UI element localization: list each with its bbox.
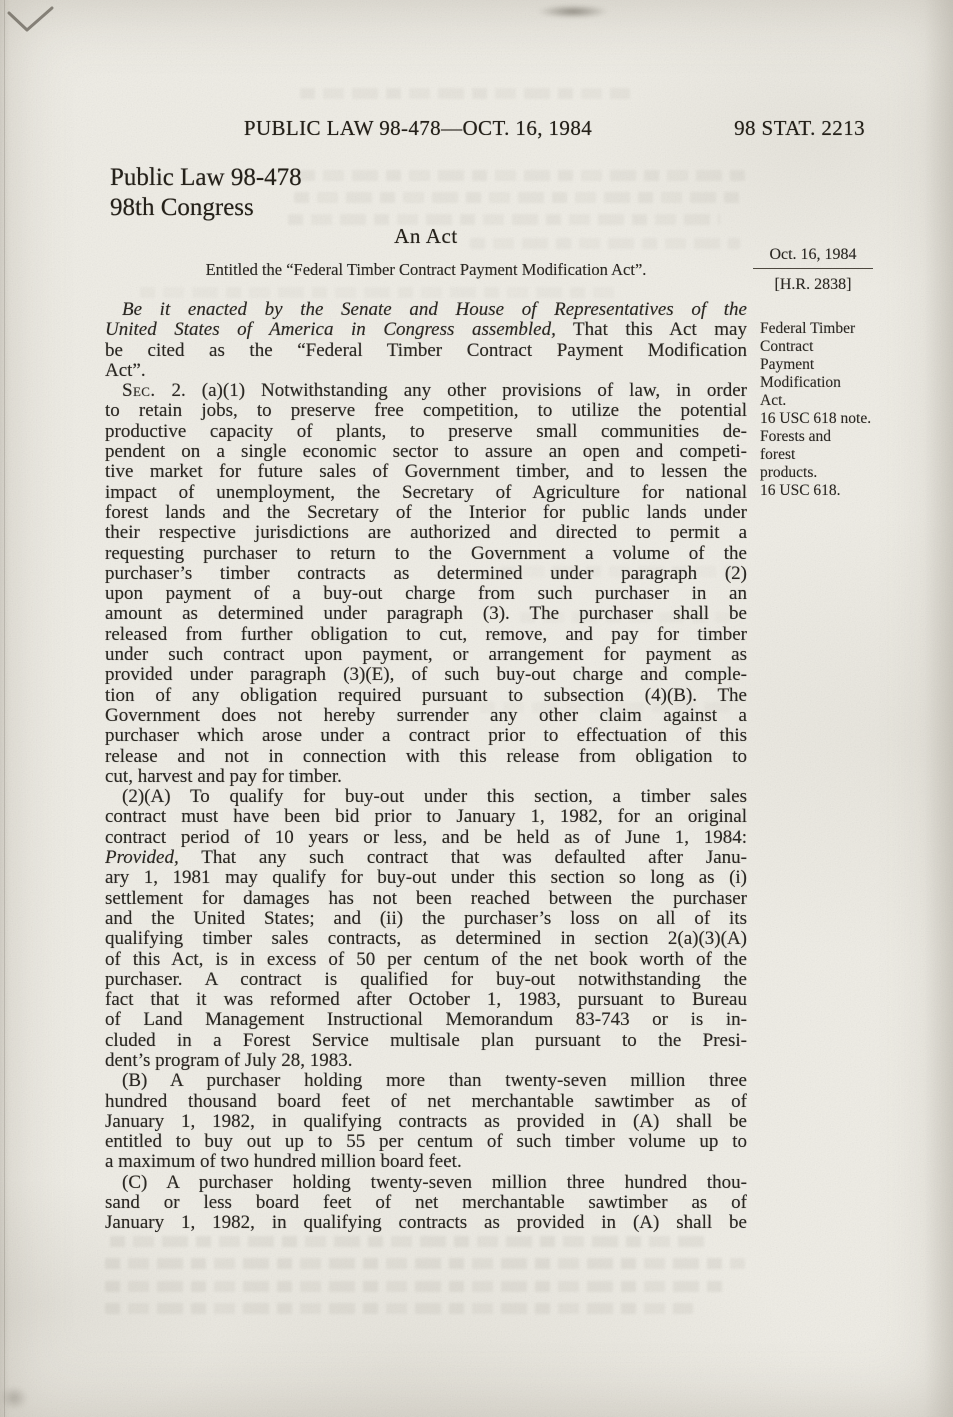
text-line: tive market for future sales of Government timber, and to lessen the: [105, 462, 747, 483]
text-line: settlement for damages has not been reached between the purchaser: [105, 888, 747, 909]
margin-note-line: Forests and: [760, 428, 832, 445]
text-line: upon payment of a buy-out charge from such purchaser in an: [105, 584, 747, 605]
text-line: entitled to buy out up to 55 per centum of such timber volume up to: [105, 1132, 747, 1153]
margin-note-line: Contract: [760, 338, 814, 355]
margin-note-line: Payment: [760, 356, 815, 373]
text-line: under such contract upon payment, or arrangement for payment as: [105, 645, 747, 666]
text-line: requesting purchaser to return to the Government a volume of the: [105, 543, 747, 564]
margin-note-line: 16 USC 618.: [760, 482, 841, 499]
text-line: amount as determined under paragraph (3). The purchaser shall be: [105, 604, 747, 625]
text-line: dent’s program of July 28, 1983.: [105, 1050, 353, 1071]
text-line: purchaser. A contract is qualified for buy-out notwithstanding the: [105, 969, 747, 990]
handwritten-checkmark-icon: [6, 4, 58, 36]
running-head: PUBLIC LAW 98-478—OCT. 16, 1984: [243, 116, 593, 140]
text-line: Be it enacted by the Senate and House of Representatives of the: [122, 300, 747, 320]
text-line: tion of any obligation required pursuant to subsection (4)(B). The: [105, 685, 747, 706]
margin-notes: [760, 320, 890, 500]
text-line: (B) A purchaser holding more than twenty-seven million three: [122, 1071, 747, 1092]
margin-note-line: products.: [760, 464, 818, 481]
text-line: cut, harvest and pay for timber.: [105, 766, 342, 787]
margin-note-line: Modification: [760, 374, 841, 391]
act-subtitle: Entitled the “Federal Timber Contract Payment Modification Act”.: [205, 260, 647, 279]
text-line: to retain jobs, to preserve free competition, to utilize the potential: [105, 401, 747, 422]
bleedthrough-line: [105, 1303, 693, 1314]
bleedthrough-line: [140, 287, 620, 298]
text-line: provided under paragraph (3)(E), of such buy-out charge and comple-: [105, 665, 747, 686]
statute-citation: 98 STAT. 2213: [734, 116, 865, 140]
text-line: ary 1, 1981 may qualify for buy-out under this section so long as (i): [105, 868, 747, 889]
text-line: January 1, 1982, in qualifying contracts as provided in (A) shall be: [105, 1213, 747, 1234]
text-line: and the United States; and (ii) the purchaser’s loss on all of its: [105, 908, 747, 929]
text-line: of this Act, is in excess of 50 per centum of the net book worth of the: [105, 949, 747, 970]
margin-note-line: Federal Timber: [760, 320, 856, 337]
text-line: Sec. 2. (a)(1) Notwithstanding any other provisions of law, in order: [122, 381, 747, 402]
text-line: contract must have been bid prior to January 1, 1982, for an original: [105, 807, 747, 828]
text-line: impact of unemployment, the Secretary of Agriculture for national: [105, 482, 747, 503]
body-text: [105, 300, 747, 1234]
text-line: hundred thousand board feet of net merchantable sawtimber as of: [105, 1091, 747, 1112]
text-line: forest lands and the Secretary of the Interior for public lands under: [105, 502, 747, 523]
bleedthrough-line: [294, 192, 744, 203]
text-line: productive capacity of plants, to preserve small communities de-: [105, 421, 747, 442]
text-line: Act”.: [105, 360, 146, 381]
bleedthrough-line: [300, 88, 630, 99]
bleedthrough-line: [300, 170, 745, 181]
text-line: a maximum of two hundred million board feet.: [105, 1152, 462, 1173]
text-line: United States of America in Congress assembled, That this Act may: [105, 320, 747, 341]
text-line: (2)(A) To qualify for buy-out under this section, a timber sales: [122, 787, 747, 808]
text-line: fact that it was reformed after October 1, 1983, pursuant to Bureau: [105, 990, 747, 1011]
bleedthrough-line: [105, 1258, 745, 1269]
text-line: contract period of 10 years or less, and be held as of June 1, 1984:: [105, 827, 747, 848]
law-number: Public Law 98-478: [110, 164, 302, 191]
text-line: purchaser which arose under a contract prior to effectuation of this: [105, 726, 747, 747]
text-line: pendent on a single economic sector to assure an open and competi-: [105, 442, 747, 463]
text-line: released from further obligation to cut, remove, and pay for timber: [105, 624, 747, 645]
bleedthrough-line: [105, 1281, 723, 1292]
margin-date: Oct. 16, 1984: [753, 246, 873, 269]
text-line: release and not in connection with this release from obligation to: [105, 746, 747, 767]
bill-number: [H.R. 2838]: [774, 276, 852, 293]
text-line: sand or less board feet of net merchantable sawtimber as of: [105, 1193, 747, 1214]
congress-label: 98th Congress: [110, 194, 254, 221]
margin-note-line: 16 USC 618 note.: [760, 410, 872, 427]
text-line: purchaser’s timber contracts as determined under paragraph (2): [105, 563, 747, 584]
act-heading: An Act: [394, 224, 458, 248]
margin-note-line: forest: [760, 446, 796, 463]
ink-smudge: [537, 5, 609, 18]
text-line: be cited as the “Federal Timber Contract Payment Modification: [105, 340, 747, 361]
scan-edge-line: [4, 0, 5, 1417]
bleedthrough-line: [110, 1236, 706, 1247]
text-line: (C) A purchaser holding twenty-seven million three hundred thou-: [122, 1172, 747, 1193]
text-line: Provided, That any such contract that was defaulted after Janu-: [105, 848, 747, 869]
text-line: qualifying timber sales contracts, as determined in section 2(a)(3)(A): [105, 929, 747, 950]
text-line: cluded in a Forest Service multisale plan pursuant to the Presi-: [105, 1030, 747, 1051]
text-line: January 1, 1982, in qualifying contracts as provided in (A) shall be: [105, 1111, 747, 1132]
text-line: of Land Management Instructional Memorandum 83-743 or is in-: [105, 1010, 747, 1031]
text-line: their respective jurisdictions are authorized and directed to permit a: [105, 523, 747, 544]
text-line: Government does not hereby surrender any other claim against a: [105, 705, 747, 726]
margin-note-line: Act.: [760, 392, 787, 409]
